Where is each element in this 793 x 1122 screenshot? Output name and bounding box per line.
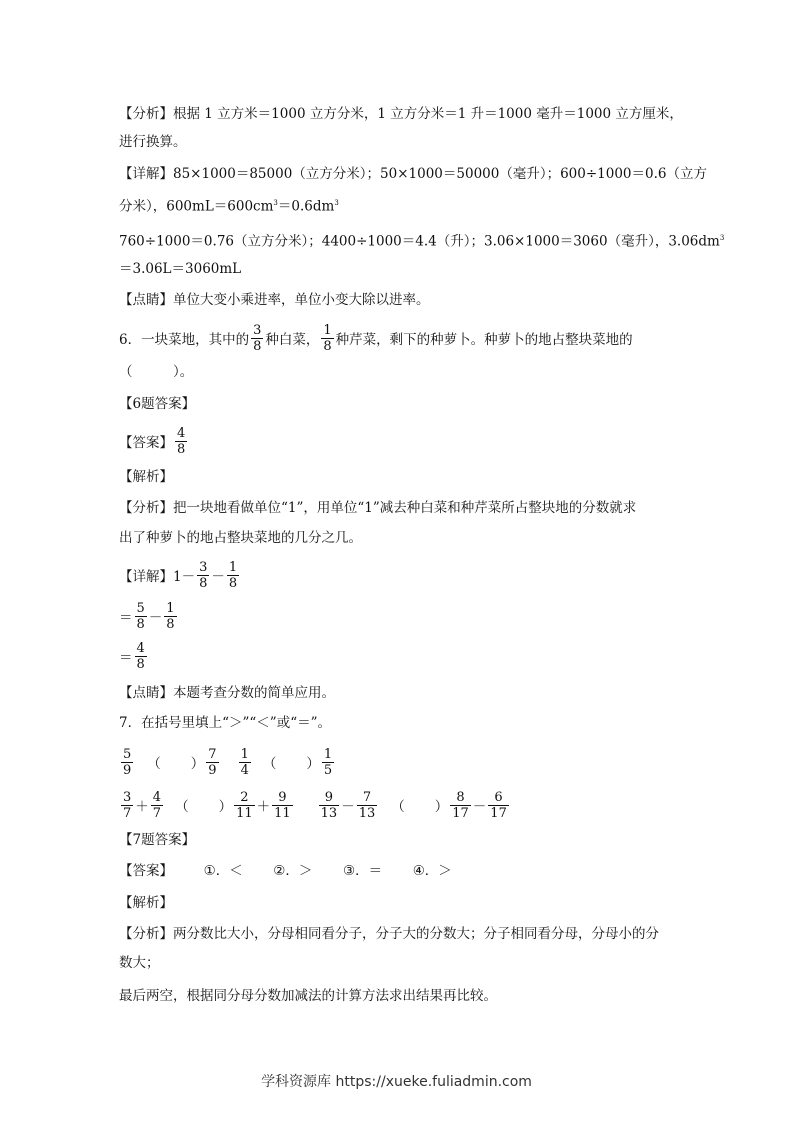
q6-stem-c: 种芹菜，剩下的种萝卜。种萝卜的地占整块菜地的: [335, 332, 633, 348]
q7-answer-header: 【7题答案】: [119, 832, 196, 848]
answer-label: 【答案】: [119, 435, 173, 451]
equals-sign: ＝: [119, 610, 133, 626]
minus-sign: －: [211, 569, 225, 585]
blank-open: （: [175, 799, 189, 815]
detail-label: 【详解】1－: [119, 569, 196, 585]
blank-open: （: [262, 756, 277, 772]
equals-sign: ＝: [119, 650, 133, 666]
q5-detail-line4: ＝3.06L＝3060mL: [119, 261, 242, 277]
q5-tip: 【点睛】单位大变小乘进率，单位小变大除以进率。: [119, 292, 430, 308]
blank-close: ）: [306, 756, 320, 772]
superscript: 3: [719, 234, 725, 242]
superscript: 3: [273, 199, 278, 207]
q6-detail-step3: [119, 638, 149, 674]
answer-item: ②．＞: [273, 863, 313, 879]
fraction: $\frac{1}{5}$: [323, 746, 333, 778]
fraction: $\frac{3}{8}$: [253, 322, 262, 354]
q5-detail-line2: [119, 193, 339, 217]
q7-row2: [119, 785, 511, 825]
q6-analysis-line1: 【分析】把一块地看做单位“1”，用单位“1”减去种白菜和种芹菜所占整块地的分数就求: [119, 500, 637, 516]
fraction: $\frac{2}{11}$: [236, 789, 253, 821]
blank-open: （: [147, 756, 161, 772]
q7-row1: [119, 742, 336, 782]
fraction: $\frac{6}{17}$: [490, 789, 507, 821]
fraction: $\frac{3}{8}$: [199, 559, 208, 591]
fraction: $\frac{5}{8}$: [136, 600, 145, 632]
fraction: $\frac{9}{13}$: [320, 789, 338, 821]
q6-answer-header: 【6题答案】: [119, 396, 196, 412]
plus-sign: ＋: [256, 799, 271, 815]
q5-detail-line1: 【详解】85×1000＝85000（立方分米）；50×1000＝50000（毫升）；600÷1000＝0.6（立方: [119, 166, 707, 182]
minus-sign: －: [148, 610, 163, 626]
fraction: $\frac{1}{8}$: [228, 559, 238, 591]
q5-detail3a: 760÷1000＝0.76（立方分米）；4400÷1000＝4.4（升）；3.06×1000＝3060（毫升），3.06dm: [119, 233, 720, 250]
q5-analysis: 【分析】根据 1 立方米＝1000 立方分米，1 立方分米＝1 升＝1000 毫升＝1000 立方厘米，: [119, 106, 683, 122]
q7-jiexi: 【解析】: [119, 895, 173, 911]
fraction: $\frac{3}{7}$: [123, 789, 132, 821]
answer-item: ①．＜: [203, 863, 243, 879]
fraction: $\frac{1}{4}$: [240, 746, 249, 778]
fraction: $\frac{7}{9}$: [208, 746, 217, 778]
q6-tip: 【点睛】本题考查分数的简单应用。: [119, 685, 335, 701]
fraction: $\frac{4}{7}$: [152, 789, 162, 821]
q6-stem-b: 种白菜，: [265, 332, 320, 348]
q5-detail2b: ＝0.6dm: [277, 198, 335, 215]
fraction: $\frac{5}{9}$: [123, 746, 132, 778]
fraction: $\frac{1}{8}$: [166, 600, 175, 632]
q7-analysis-line1: 【分析】两分数比大小，分母相同看分子，分子大的分数大；分子相同看分母，分母小的分: [119, 926, 659, 942]
answer-item: ④．＞: [412, 863, 452, 879]
fraction: $\frac{4}{8}$: [177, 425, 186, 457]
q7-answer: [119, 861, 452, 881]
q6-jiexi: 【解析】: [119, 469, 173, 485]
blank-close: ）: [218, 799, 233, 815]
superscript: 3: [334, 199, 339, 207]
blank-close: ）: [190, 756, 205, 772]
q6-detail-step2: [119, 598, 179, 634]
q7-analysis-line3: 最后两空，根据同分母分数加减法的计算方法求出结果再比较。: [119, 988, 497, 1004]
q6-stem: [119, 320, 633, 356]
fraction: $\frac{4}{8}$: [136, 640, 145, 672]
minus-sign: －: [472, 799, 487, 815]
blank-close: ）: [434, 799, 449, 815]
footer-watermark: 学科资源库 https://xueke.fuliadmin.com: [261, 1074, 532, 1090]
q6-stem-a: 6．一块菜地，其中的: [119, 332, 250, 348]
q6-detail-step1: [119, 557, 241, 593]
q7-analysis-line2: 数大；: [119, 955, 160, 971]
fraction: $\frac{8}{17}$: [452, 789, 469, 821]
q6-blank: （ ）。: [119, 364, 194, 380]
minus-sign: －: [341, 799, 355, 815]
q5-analysis-cont: 进行换算。: [119, 134, 187, 150]
fraction: $\frac{1}{8}$: [323, 322, 332, 354]
answer-item: ③．＝: [343, 863, 383, 879]
plus-sign: ＋: [135, 799, 149, 815]
fraction: $\frac{9}{11}$: [274, 789, 291, 821]
q5-detail2a: 分米），600mL＝600cm: [119, 198, 274, 215]
q6-analysis-line2: 出了种萝卜的地占整块菜地的几分之几。: [119, 530, 362, 546]
blank-open: （: [391, 799, 405, 815]
q5-detail-line3: [119, 228, 724, 252]
q6-answer: [119, 423, 189, 459]
fraction: $\frac{7}{13}$: [358, 789, 376, 821]
answer-label: 【答案】: [119, 863, 173, 879]
q7-stem: 7．在括号里填上“＞”“＜”或“＝”。: [119, 715, 331, 731]
